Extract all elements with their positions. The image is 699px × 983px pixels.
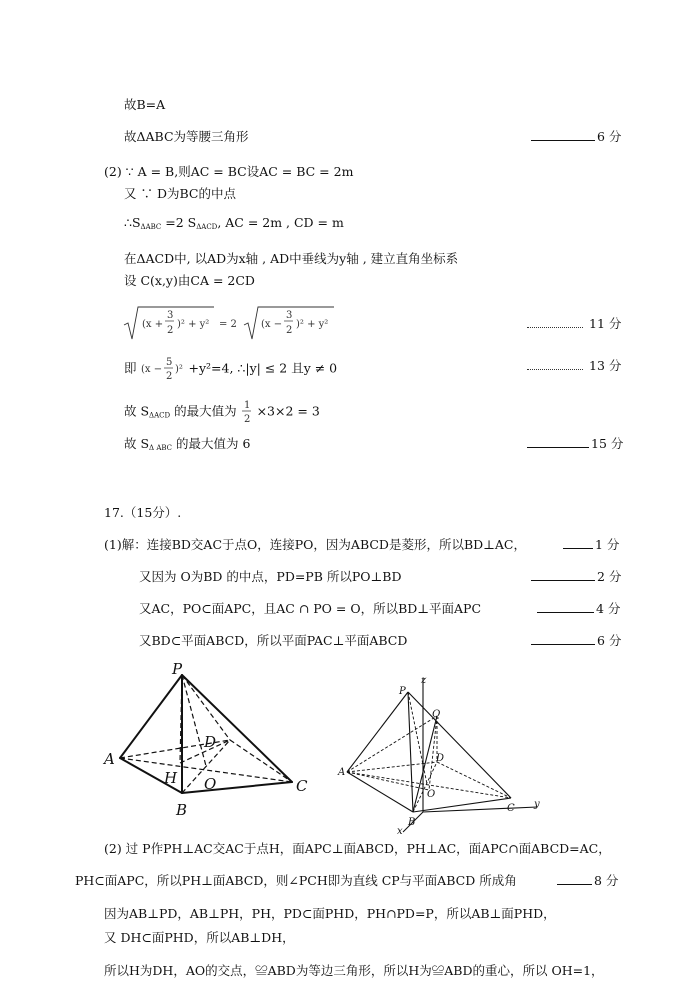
fig2-label-d: D xyxy=(436,753,445,764)
svg-text:)² + y²: )² + y² xyxy=(296,319,329,330)
score-label: 6 分 xyxy=(597,129,622,144)
solution-line-2: 又因为 O为BD 的中点，PD=PB 所以PO⊥BD xyxy=(139,569,402,584)
svg-text:2: 2 xyxy=(243,414,250,425)
fig2-label-b: B xyxy=(408,817,416,828)
solution-line-3: 又AC，PO⊂面APC，且AC ∩ PO = O，所以BD⊥平面APC xyxy=(139,601,482,616)
gu-post: 的最大值为 xyxy=(170,403,237,419)
fig1-label-h: H xyxy=(164,769,178,787)
svg-text:2: 2 xyxy=(165,371,172,382)
score-6b xyxy=(531,633,621,649)
score-blank xyxy=(531,633,595,645)
s-subscript: ΔABC xyxy=(140,223,162,231)
score-2 xyxy=(531,569,621,585)
pyramid-figure-1 xyxy=(100,660,325,825)
score-blank xyxy=(531,129,595,141)
score-label: 13 分 xyxy=(589,358,622,373)
fig2-label-p: P xyxy=(399,686,406,697)
fig1-label-o: O xyxy=(204,775,217,793)
score-label: 15 分 xyxy=(591,436,624,451)
score-label: 11 分 xyxy=(589,316,622,331)
text-line-4: 又 ∵ D为BC的中点 xyxy=(124,186,236,201)
s-end: , AC = 2m , CD = m xyxy=(217,215,344,230)
score-blank xyxy=(557,873,592,885)
svg-text:5: 5 xyxy=(165,357,172,368)
score-4 xyxy=(537,601,620,617)
svg-text:(x −: (x − xyxy=(261,319,283,330)
score-label: 4 分 xyxy=(596,601,621,616)
svg-text:1: 1 xyxy=(243,400,250,411)
fig1-label-b: B xyxy=(176,801,188,819)
score-11 xyxy=(527,316,621,332)
fig2-label-c: C xyxy=(507,803,515,814)
svg-text:)² + y²: )² + y² xyxy=(177,319,210,330)
fig1-label-a: A xyxy=(104,750,115,768)
question-17-heading: 17.（15分）. xyxy=(104,505,182,520)
part2-line-3: 因为AB⊥PD，AB⊥PH，PH，PD⊂面PHD，PH∩PD=P，所以AB⊥面PHD， xyxy=(104,906,556,921)
text-line-6: 在ΔACD中, 以AD为x轴 , AD中垂线为y轴 , 建立直角坐标系 xyxy=(124,251,459,266)
fig2-label-x: x xyxy=(397,826,403,837)
score-dots xyxy=(527,317,583,328)
solution-line-4: 又BD⊂平面ABCD，所以平面PAC⊥平面ABCD xyxy=(139,633,408,648)
gu-label: 故 S xyxy=(124,436,150,451)
svg-text:(x −: (x − xyxy=(140,364,162,375)
score-blank xyxy=(527,436,589,448)
half-fraction xyxy=(241,399,253,425)
fig1-label-d: D xyxy=(204,733,217,751)
fig2-axes xyxy=(403,678,537,832)
score-label: 8 分 xyxy=(594,873,619,888)
score-8 xyxy=(557,873,618,889)
svg-text:3: 3 xyxy=(286,310,293,321)
fig1-label-c: C xyxy=(296,777,308,795)
fig2-label-y: y xyxy=(534,799,540,810)
text-line-2: 故ΔABC为等腰三角形 xyxy=(124,129,249,144)
ji-label: 即 xyxy=(124,360,137,376)
svg-text:(x +: (x + xyxy=(142,319,164,330)
sqrt-equation xyxy=(122,303,337,343)
svg-text:= 2: = 2 xyxy=(219,319,237,330)
s-subscript: ΔACD xyxy=(149,411,171,420)
part2-line-1: (2) 过 P作PH⊥AC交AC于点H，面APC⊥面ABCD，PH⊥AC，面APC∩面ABCD=AC， xyxy=(104,841,611,856)
s-subscript: Δ ABC xyxy=(149,444,173,452)
text-line-5 xyxy=(124,215,344,235)
svg-text:2: 2 xyxy=(167,325,174,336)
score-label: 1 分 xyxy=(595,537,620,552)
score-blank xyxy=(563,537,593,549)
fig2-label-o: O xyxy=(427,789,436,800)
part2-line-2: PH⊂面APC，所以PH⊥面ABCD，则∠PCH即为直线 CP与平面ABCD 所成角 xyxy=(75,873,517,888)
gu-post: 的最大值为 6 xyxy=(172,436,251,451)
score-label: 6 分 xyxy=(597,633,622,648)
ji-post: +y²=4, ∴|y| ≤ 2 且y ≠ 0 xyxy=(188,360,338,376)
score-15 xyxy=(527,436,623,452)
text-line-1: 故B=A xyxy=(124,97,166,112)
score-dots xyxy=(527,359,583,370)
text-line-11 xyxy=(124,436,250,456)
svg-text:3: 3 xyxy=(167,310,174,321)
score-blank xyxy=(531,569,595,581)
svg-text:2: 2 xyxy=(286,325,293,336)
gu-end: ×3×2 = 3 xyxy=(252,403,320,419)
text-line-9 xyxy=(124,356,337,382)
svg-text:)²: )² xyxy=(174,364,183,375)
fig2-label-a: A xyxy=(338,767,346,778)
s-subscript: ΔACD xyxy=(196,223,218,231)
text-line-3: (2) ∵ A = B,则AC = BC设AC = BC = 2m xyxy=(104,164,354,179)
text-line-7: 设 C(x,y)由CA = 2CD xyxy=(124,273,255,288)
s-mid: =2 S xyxy=(161,215,197,230)
score-6 xyxy=(531,129,621,145)
part2-line-5: 所以H为DH，AO的交点，≌ABD为等边三角形，所以H为≌ABD的重心，所以 OH=1， xyxy=(104,963,604,978)
fig1-label-p: P xyxy=(172,660,183,678)
text-line-10 xyxy=(124,399,320,425)
score-13 xyxy=(527,358,621,374)
pyramid-figure-2 xyxy=(335,672,550,837)
score-blank xyxy=(537,601,594,613)
score-label: 2 分 xyxy=(597,569,622,584)
solution-line-1: (1)解：连接BD交AC于点O，连接PO，因为ABCD是菱形，所以BD⊥AC， xyxy=(104,537,526,552)
part2-line-4: 又 DH⊂面PHD，所以AB⊥DH， xyxy=(104,930,295,945)
score-1 xyxy=(563,537,619,553)
s-label: ∴S xyxy=(124,215,141,230)
fig2-label-q: Q xyxy=(432,709,441,720)
fig2-label-z: z xyxy=(421,675,427,686)
fraction-term xyxy=(141,356,189,382)
gu-label: 故 S xyxy=(124,403,150,419)
